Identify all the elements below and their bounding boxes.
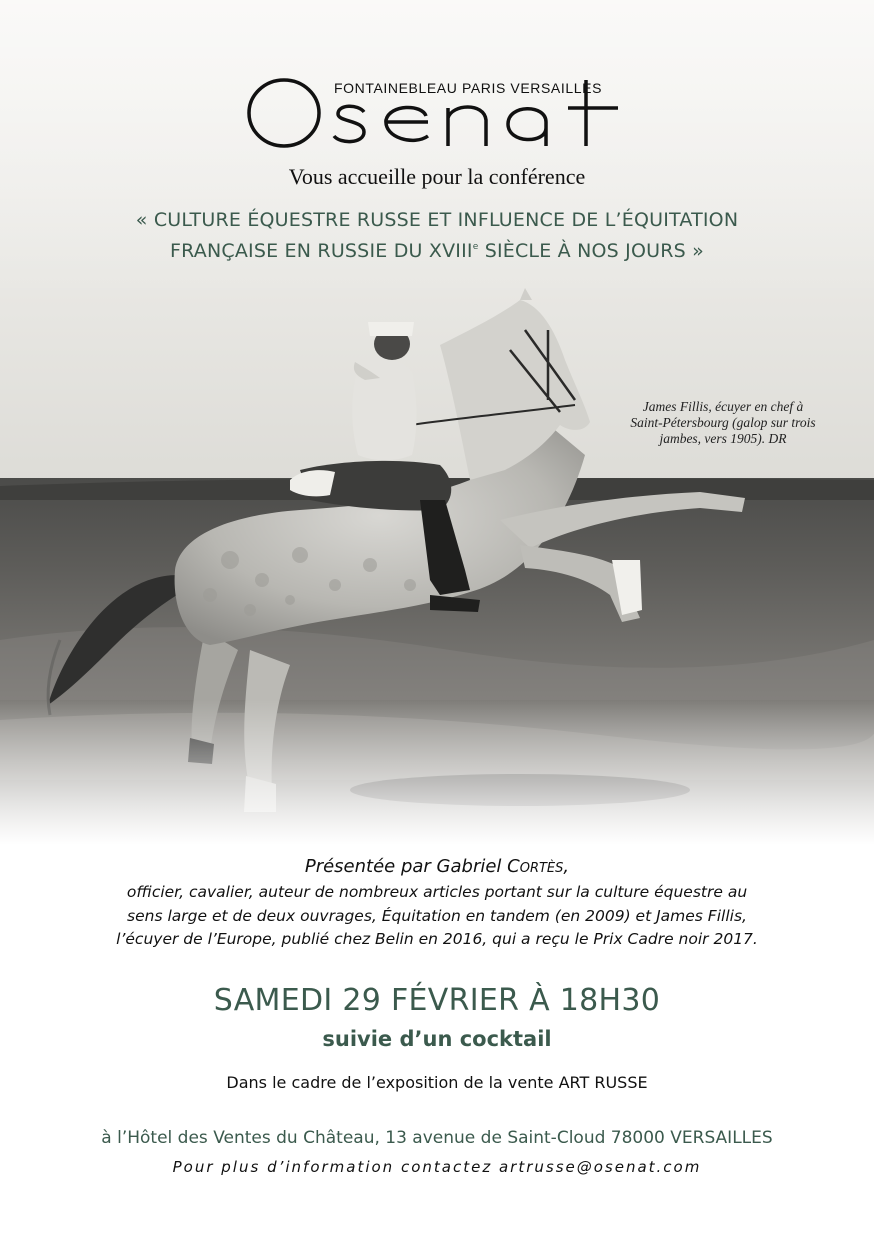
presenter-bio-line-2: sens large et de deux ouvrages, Équitation en tandem (en 2009) et James Fillis, [127,906,747,925]
conference-title-line-2 [60,234,814,265]
event-context: Dans le cadre de l’exposition de la vente ART RUSSE [226,1073,648,1092]
event-date: SAMEDI 29 FÉVRIER À 18H30 [213,983,661,1018]
event-followup: suivie d’un cocktail [322,1027,552,1051]
presenter-name: Cortès [507,856,564,877]
photo-caption [612,399,834,447]
presenter-line [0,853,874,881]
presenter-prefix: Présentée par Gabriel [304,856,508,877]
presenter-bio [0,881,874,952]
brand-cities: FONTAINEBLEAU PARIS VERSAILLES [334,80,603,96]
event-address: à l’Hôtel des Ventes du Château, 13 avenue de Saint-Cloud 78000 VERSAILLES [101,1128,773,1148]
contact-email-link[interactable]: artrusse@osenat.com [498,1158,702,1176]
photo-caption-line-3: jambes, vers 1905). DR [659,431,787,446]
presenter-suffix: , [563,856,570,877]
conference-title-line-1: « CULTURE ÉQUESTRE RUSSE ET INFLUENCE DE L’ÉQUITATION [135,209,739,231]
presenter-bio-line-1: officier, cavalier, auteur de nombreux articles portant sur la culture équestre au [126,883,748,901]
welcome-text: Vous accueille pour la conférence [288,164,586,189]
century-superscript: e [472,242,479,252]
photo-caption-line-1: James Fillis, écuyer en chef à [642,399,804,414]
contact-prefix: Pour plus d’information contactez [172,1158,499,1176]
presenter-block [0,853,874,952]
contact-line [0,1158,874,1176]
conference-title [60,207,814,265]
photo-caption-line-2: Saint-Pétersbourg (galop sur trois [630,415,816,430]
presenter-bio-line-3: l’écuyer de l’Europe, publié chez Belin en 2016, qui a reçu le Prix Cadre noir 2017. [116,930,758,948]
conference-title-line-2-start: FRANÇAISE EN RUSSIE DU XVIII [170,240,473,262]
conference-title-line-2-end: SIÈCLE À NOS JOURS » [478,240,704,262]
